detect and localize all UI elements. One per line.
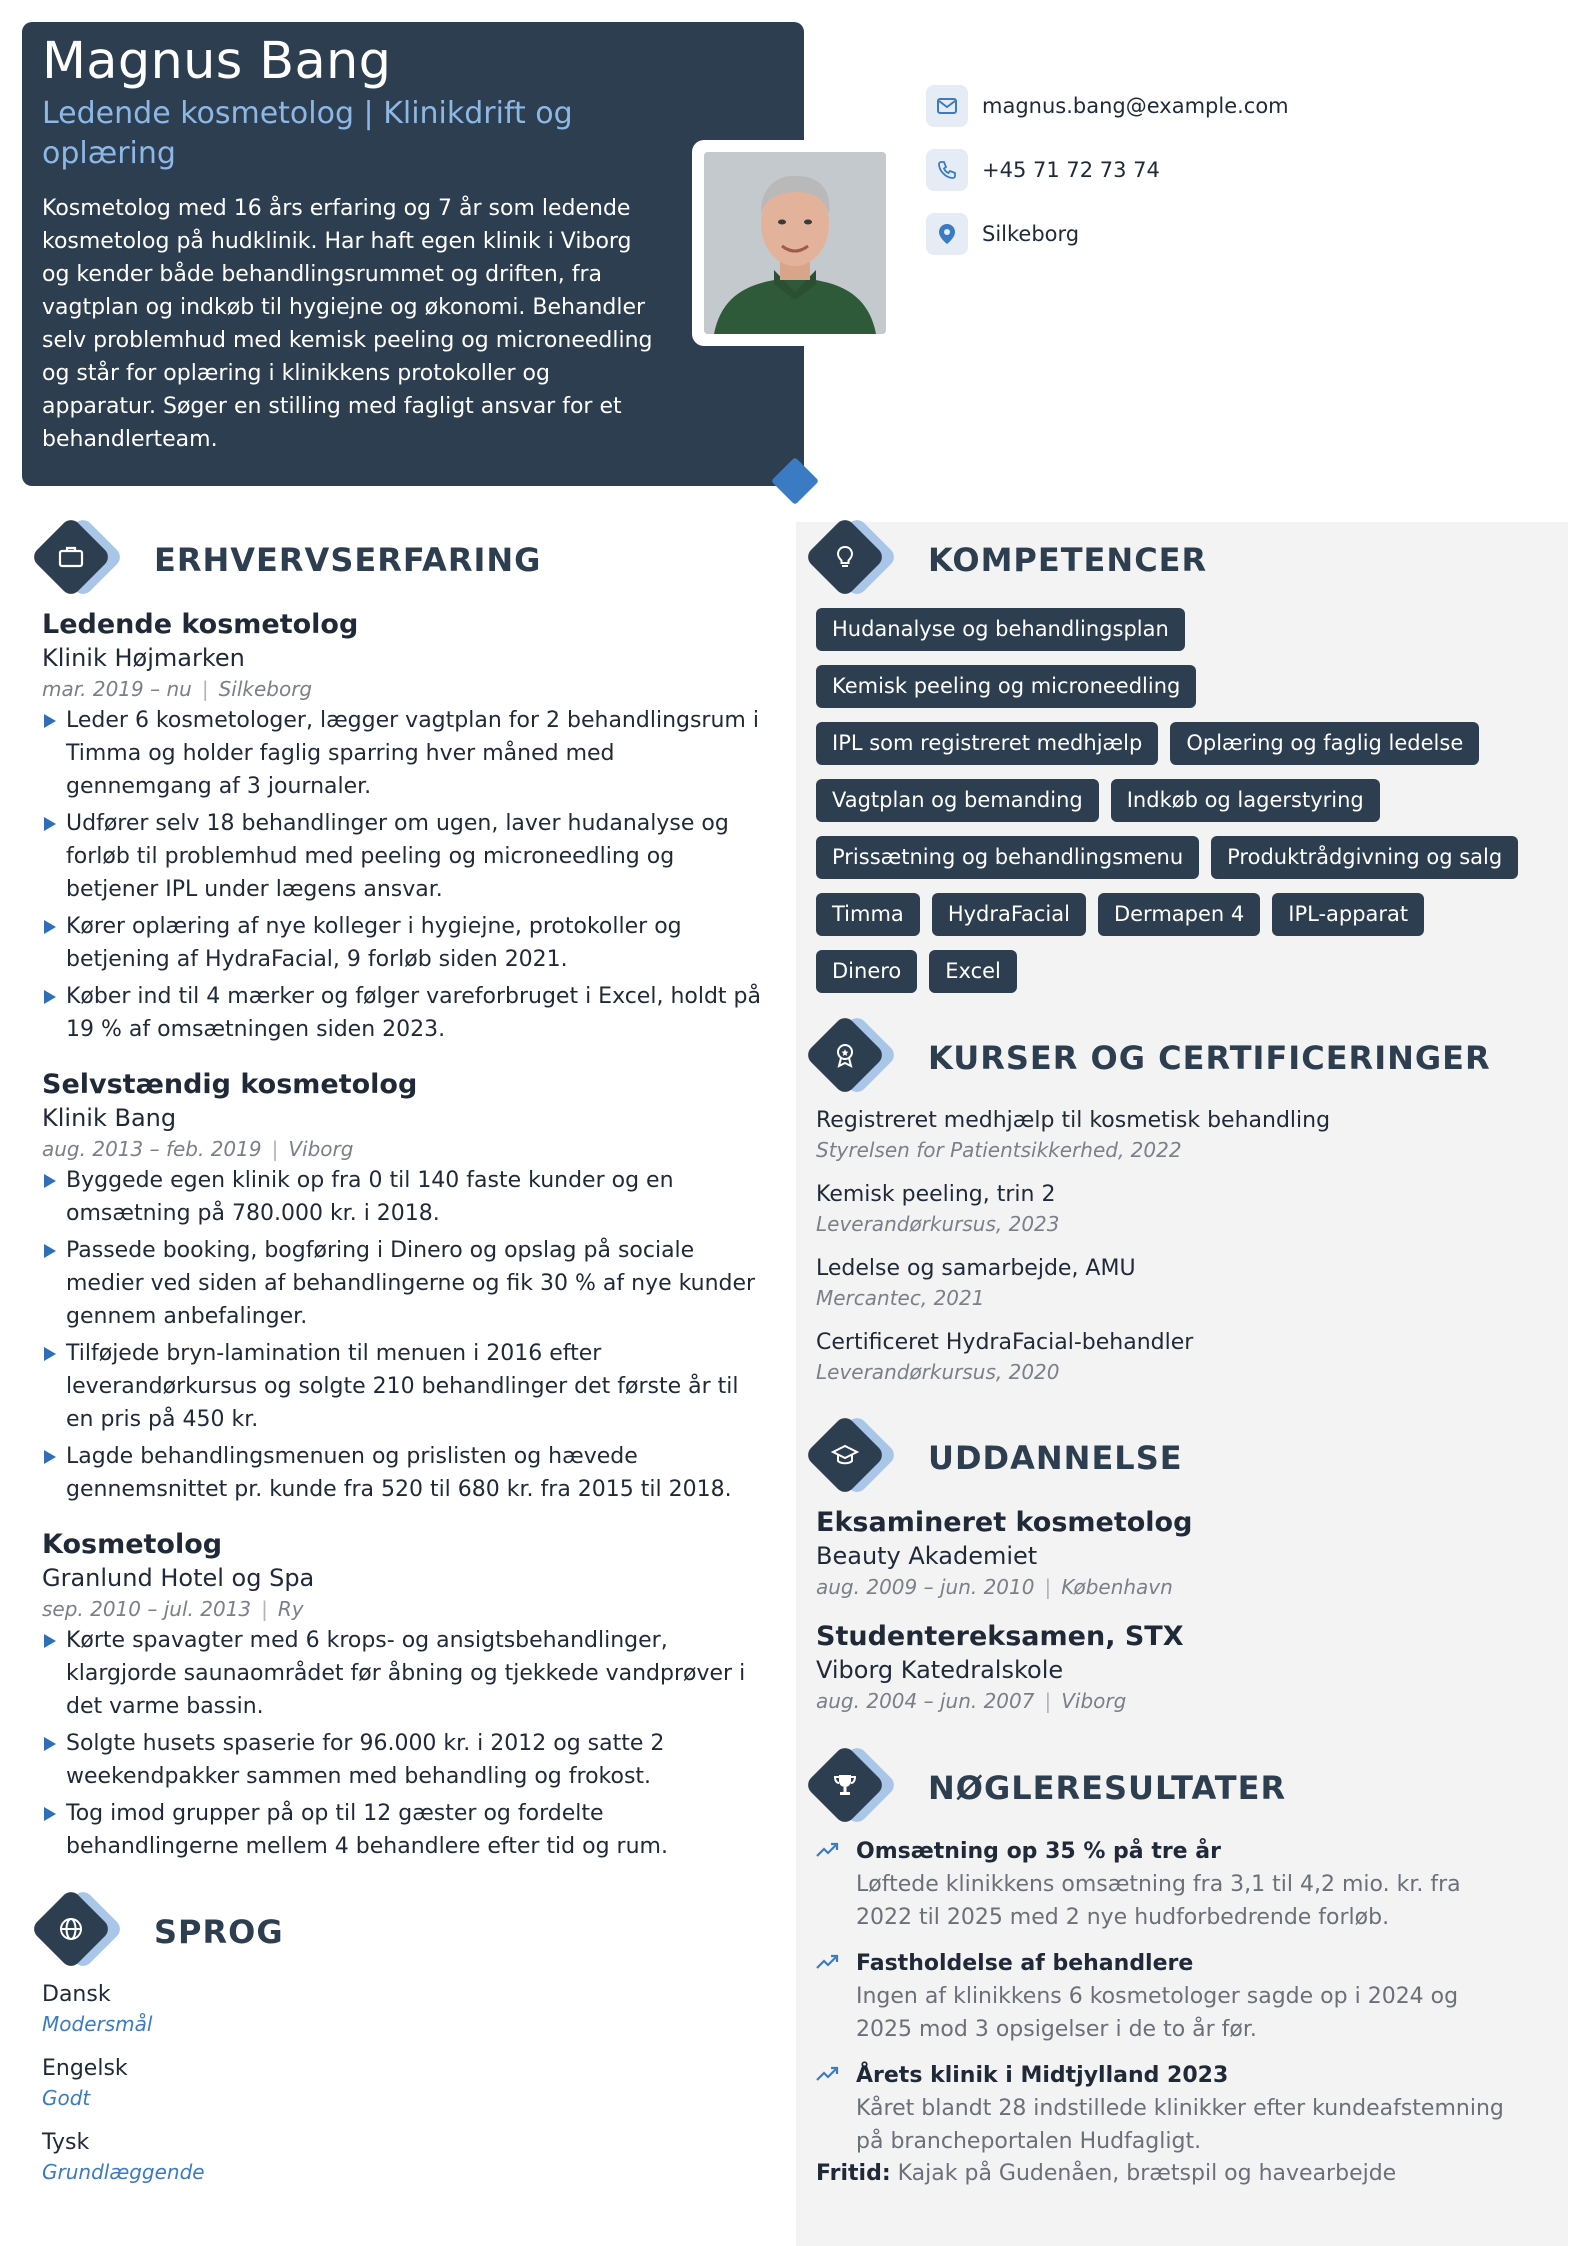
language-level: Modersmål xyxy=(42,2012,153,2036)
skill-tag: Prissætning og behandlingsmenu xyxy=(816,836,1199,879)
language-level: Grundlæggende xyxy=(42,2160,205,2184)
education-list xyxy=(816,1506,1546,1716)
languages-list xyxy=(42,1980,205,2202)
cert-name: Kemisk peeling, trin 2 xyxy=(816,1182,1056,1207)
job-title-heading: Ledende kosmetolog | Klinikdrift og oplæring xyxy=(42,96,573,172)
bullet-item: Udfører selv 18 behandlinger om ugen, laver hudanalyse og forløb til problemhud med peeling og microneedling og betjener IPL under lægens ansvar. xyxy=(42,807,762,906)
results-heading xyxy=(810,1748,1286,1828)
profile-summary: Kosmetolog med 16 års erfaring og 7 år som ledende kosmetolog på hudklinik. Har haft egen klinik i Viborg og kender både behandlingsrummet og driften, fra vagtplan og indkøb til hygiejne og økonomi. Behandler selv problemhud med kemisk peeling og microneedling og står for oplæring i klinikkens protokoller og apparatur. Søger en stilling med fagligt ansvar for et behandlerteam. xyxy=(42,195,653,452)
certifications-title: KURSER OG CERTIFICERINGER xyxy=(928,1039,1491,1077)
result-item xyxy=(816,2060,1516,2158)
certifications-list xyxy=(816,1106,1546,1402)
skill-tag: Timma xyxy=(816,893,920,936)
skill-tag: Dinero xyxy=(816,950,917,993)
email-text: magnus.bang@example.com xyxy=(982,94,1289,118)
job-organization: Klinik Bang xyxy=(42,1104,177,1132)
education-meta: aug. 2009 – jun. 2010 | København xyxy=(816,1575,1173,1599)
result-item xyxy=(816,1948,1516,2046)
bullet-item: Tilføjede bryn-lamination til menuen i 2016 efter leverandørkursus og solgte 210 behandlinger det første år til en pris på 450 kr. xyxy=(42,1337,762,1436)
hobbies-line xyxy=(816,2158,1516,2190)
hobbies-text: Kajak på Gudenåen, brætspil og havearbejde xyxy=(897,2161,1397,2186)
trophy-icon xyxy=(810,1748,906,1828)
school-name: Viborg Katedralskole xyxy=(816,1656,1064,1684)
job-place: Ry xyxy=(277,1597,304,1621)
certifications-heading xyxy=(810,1018,1491,1098)
result-text: Kåret blandt 28 indstillede klinikker efter kundeafstemning på brancheportalen Hudfagligt. xyxy=(856,2096,1504,2154)
result-title: Årets klinik i Midtjylland 2023 xyxy=(856,2063,1229,2088)
skill-tag: Dermapen 4 xyxy=(1098,893,1260,936)
job-meta: aug. 2013 – feb. 2019 | Viborg xyxy=(42,1137,354,1161)
skill-tag: Kemisk peeling og microneedling xyxy=(816,665,1196,708)
skill-tag: Produktrådgivning og salg xyxy=(1211,836,1518,879)
contact-email[interactable] xyxy=(926,84,1289,128)
experience-title: ERHVERVSERFARING xyxy=(154,541,542,579)
graduation-cap-icon xyxy=(810,1418,906,1498)
bullet-item: Køber ind til 4 mærker og følger vareforbruget i Excel, holdt på 19 % af omsætningen siden 2023. xyxy=(42,980,762,1046)
job-place: Viborg xyxy=(288,1137,354,1161)
education-dates: aug. 2009 – jun. 2010 xyxy=(816,1575,1035,1599)
result-item xyxy=(816,1836,1516,1934)
location-pin-icon xyxy=(926,213,968,255)
result-text: Løftede klinikkens omsætning fra 3,1 til 4,2 mio. kr. fra 2022 til 2025 med 2 nye hudforbedrende forløb. xyxy=(856,1872,1461,1930)
languages-heading xyxy=(36,1892,284,1972)
bullet-item: Kører oplæring af nye kolleger i hygiejne, protokoller og betjening af HydraFacial, 9 forløb siden 2021. xyxy=(42,910,762,976)
skill-tag: Hudanalyse og behandlingsplan xyxy=(816,608,1185,651)
job-meta: sep. 2010 – jul. 2013 | Ry xyxy=(42,1597,304,1621)
skill-tag: Indkøb og lagerstyring xyxy=(1111,779,1380,822)
language-name: Engelsk xyxy=(42,2056,128,2081)
skills-title: KOMPETENCER xyxy=(928,541,1208,579)
languages-title: SPROG xyxy=(154,1913,284,1951)
bullet-item: Kørte spavagter med 6 krops- og ansigtsbehandlinger, klargjorde saunaområdet før åbning og tjekkede vandprøver i det varme bassin. xyxy=(42,1624,762,1723)
cert-issuer: Leverandørkursus, 2020 xyxy=(816,1360,1060,1384)
skill-tag: Oplæring og faglig ledelse xyxy=(1170,722,1479,765)
cert-name: Certificeret HydraFacial-behandler xyxy=(816,1330,1194,1355)
job-meta: mar. 2019 – nu | Silkeborg xyxy=(42,677,313,701)
job-place: Silkeborg xyxy=(218,677,313,701)
job-entry xyxy=(42,1528,762,1867)
education-heading xyxy=(810,1418,1183,1498)
skill-tag: IPL som registreret medhjælp xyxy=(816,722,1158,765)
contact-list xyxy=(926,84,1289,276)
cert-issuer: Leverandørkursus, 2023 xyxy=(816,1212,1060,1236)
language-level: Godt xyxy=(42,2086,91,2110)
job-bullets xyxy=(42,1624,762,1863)
language-name: Tysk xyxy=(42,2130,90,2155)
trend-up-icon xyxy=(816,2066,840,2082)
job-dates: aug. 2013 – feb. 2019 xyxy=(42,1137,262,1161)
skills-tags xyxy=(816,608,1546,1007)
result-text: Ingen af klinikkens 6 kosmetologer sagde op i 2024 og 2025 mod 3 opsigelser i de to år før. xyxy=(856,1984,1459,2042)
briefcase-icon xyxy=(36,520,132,600)
profile-photo xyxy=(704,152,886,334)
school-name: Beauty Akademiet xyxy=(816,1542,1038,1570)
contact-phone[interactable] xyxy=(926,148,1289,192)
lightbulb-icon xyxy=(810,520,906,600)
bullet-item: Leder 6 kosmetologer, lægger vagtplan for 2 behandlingsrum i Timma og holder faglig sparring hver måned med gennemgang af 3 journaler. xyxy=(42,704,762,803)
profile-photo-frame xyxy=(692,140,898,346)
phone-icon xyxy=(926,149,968,191)
job-dates: mar. 2019 – nu xyxy=(42,677,192,701)
job-bullets xyxy=(42,704,762,1046)
bullet-item: Tog imod grupper på op til 12 gæster og fordelte behandlingerne mellem 4 behandlere efter tid og rum. xyxy=(42,1797,762,1863)
cert-issuer: Styrelsen for Patientsikkerhed, 2022 xyxy=(816,1138,1182,1162)
job-title: Selvstændig kosmetolog xyxy=(42,1069,418,1100)
name-heading: Magnus Bang xyxy=(42,32,392,91)
job-dates: sep. 2010 – jul. 2013 xyxy=(42,1597,252,1621)
globe-icon xyxy=(36,1892,132,1972)
results-list xyxy=(816,1836,1516,2190)
education-dates: aug. 2004 – jun. 2007 xyxy=(816,1689,1035,1713)
contact-location xyxy=(926,212,1289,256)
award-icon xyxy=(810,1018,906,1098)
cert-name: Registreret medhjælp til kosmetisk behandling xyxy=(816,1108,1331,1133)
skill-tag: IPL-apparat xyxy=(1272,893,1424,936)
trend-up-icon xyxy=(816,1842,840,1858)
bullet-item: Byggede egen klinik op fra 0 til 140 faste kunder og en omsætning på 780.000 kr. i 2018. xyxy=(42,1164,762,1230)
hobbies-label: Fritid: xyxy=(816,2161,891,2186)
phone-text: +45 71 72 73 74 xyxy=(982,158,1160,182)
education-title: UDDANNELSE xyxy=(928,1439,1183,1477)
job-title: Ledende kosmetolog xyxy=(42,609,359,640)
result-title: Omsætning op 35 % på tre år xyxy=(856,1839,1221,1864)
job-organization: Klinik Højmarken xyxy=(42,644,245,672)
bullet-item: Lagde behandlingsmenuen og prislisten og hævede gennemsnittet pr. kunde fra 520 til 680 kr. fra 2015 til 2018. xyxy=(42,1440,762,1506)
education-place: København xyxy=(1061,1575,1173,1599)
cert-name: Ledelse og samarbejde, AMU xyxy=(816,1256,1136,1281)
header-panel xyxy=(22,22,804,486)
results-title: NØGLERESULTATER xyxy=(928,1769,1287,1807)
location-text: Silkeborg xyxy=(982,222,1080,246)
bullet-item: Solgte husets spaserie for 96.000 kr. i 2012 og satte 2 weekendpakker sammen med behandling og frokost. xyxy=(42,1727,762,1793)
education-meta: aug. 2004 – jun. 2007 | Viborg xyxy=(816,1689,1127,1713)
trend-up-icon xyxy=(816,1954,840,1970)
degree-title: Eksamineret kosmetolog xyxy=(816,1507,1193,1538)
education-place: Viborg xyxy=(1061,1689,1127,1713)
skill-tag: Vagtplan og bemanding xyxy=(816,779,1099,822)
skill-tag: HydraFacial xyxy=(932,893,1086,936)
job-title: Kosmetolog xyxy=(42,1529,223,1560)
bullet-item: Passede booking, bogføring i Dinero og opslag på sociale medier ved siden af behandlingerne og fik 30 % af nye kunder gennem anbefalinger. xyxy=(42,1234,762,1333)
result-title: Fastholdelse af behandlere xyxy=(856,1951,1194,1976)
language-name: Dansk xyxy=(42,1982,111,2007)
experience-heading xyxy=(36,520,541,600)
job-entry xyxy=(42,608,762,1050)
job-organization: Granlund Hotel og Spa xyxy=(42,1564,315,1592)
degree-title: Studentereksamen, STX xyxy=(816,1621,1184,1652)
cert-issuer: Mercantec, 2021 xyxy=(816,1286,985,1310)
job-bullets xyxy=(42,1164,762,1506)
skill-tag: Excel xyxy=(929,950,1017,993)
mail-icon xyxy=(926,85,968,127)
skills-heading xyxy=(810,520,1207,600)
job-entry xyxy=(42,1068,762,1510)
